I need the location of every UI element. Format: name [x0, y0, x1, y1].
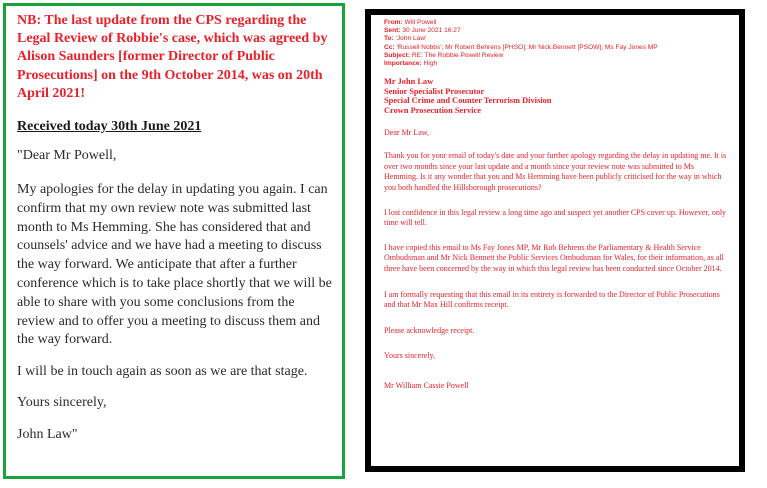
- email-sent-label: Sent:: [384, 27, 401, 35]
- email-paragraph-2: I lost confidence in this legal review a long time ago and suspect yet another CPS cover up. However, only time will tell.: [384, 207, 727, 228]
- email-paragraph-5: Please acknowledge receipt.: [384, 325, 475, 335]
- email-paragraph-1: Thank you for your email of today's date and your further apology regarding the delay in updating me. It is over two months since your last update and a month since your review note was submitted to Ms Hemming. Is it any wonder that you and Ms Hemming have been publicly criticised for the way in which you both handled the Hillsborough prosecutions?: [384, 151, 727, 192]
- email-cc-row: [384, 44, 729, 52]
- letter-signature: John Law": [17, 427, 78, 443]
- email-sent-value: 30 June 2021 16:27: [402, 27, 461, 35]
- letter-paragraph-1: My apologies for the delay in updating you again. I can confirm that my own review note was submitted last month to Ms Hemming. She has considered that and counsels' advice and we have had a meeting to discuss the way forward. We anticipate that after a further conference which is to take place shortly that we will be able to share with you some conclusions from the review and to offer you a meeting to discuss them and the way forward.: [17, 182, 332, 348]
- email-paragraph-3: I have copied this email to Ms Fay Jones MP, Mr Rob Behrens the Parliamentary & Health Service Ombudsman and Mr Nick Bennett the Public Services Ombudsman for Wales, for their information, as all three have been concerned by the way in which this legal review has been conducted since October 2014.: [384, 242, 724, 273]
- addressee-organisation: Crown Prosecution Service: [384, 106, 481, 115]
- email-importance-label: Importance:: [384, 60, 422, 68]
- received-heading: Received today 30th June 2021: [17, 119, 202, 135]
- email-importance-value: High: [423, 60, 438, 68]
- letter-greeting: "Dear Mr Powell,: [17, 148, 117, 164]
- email-from-value: Will Powell: [404, 19, 437, 26]
- letter-closing: Yours sincerely,: [17, 395, 107, 411]
- letter-paragraph-2: I will be in touch again as soon as we are that stage.: [17, 364, 308, 380]
- email-to-row: [384, 35, 729, 43]
- cps-letter-panel: [3, 3, 345, 479]
- email-subject-row: [384, 52, 729, 60]
- email-greeting: Dear Mr Law,: [384, 127, 430, 137]
- email-to-value: 'John Law': [395, 35, 427, 43]
- email-signature: Mr William Cassie Powell: [384, 380, 469, 390]
- addressee-name: Mr John Law: [384, 77, 434, 87]
- email-cc-value: 'Russell Nobbs'; Mr Robert Behrens [PHSO]; Mr Nick Bennett [PSOW]; Ms Fay Jones MP: [396, 43, 658, 51]
- email-to-label: To:: [384, 35, 394, 43]
- email-subject-value: RE: The Robbie Powell Review: [411, 51, 504, 59]
- nb-notice: NB: The last update from the CPS regarding the Legal Review of Robbie's case, which was agreed by Alison Saunders [former Director of Public Prosecutions] on the 9th October 2014, was on 20th April 2021!: [17, 13, 328, 101]
- email-addressee-block: [384, 77, 729, 115]
- addressee-division: Special Crime and Counter Terrorism Division: [384, 96, 552, 106]
- email-importance-row: [384, 60, 729, 68]
- email-paragraph-4: I am formally requesting that this email in its entirety is forwarded to the Director of Public Prosecutions and that Mr Max Hill confirms receipt.: [384, 289, 720, 310]
- email-panel: [365, 9, 745, 472]
- email-from-row: [384, 19, 729, 27]
- email-sent-row: [384, 27, 729, 35]
- email-from-label: From:: [384, 19, 403, 26]
- addressee-role: Senior Specialist Prosecutor: [384, 86, 485, 96]
- email-closing: Yours sincerely,: [384, 351, 436, 361]
- email-subject-label: Subject:: [384, 51, 411, 59]
- email-cc-label: Cc:: [384, 43, 395, 51]
